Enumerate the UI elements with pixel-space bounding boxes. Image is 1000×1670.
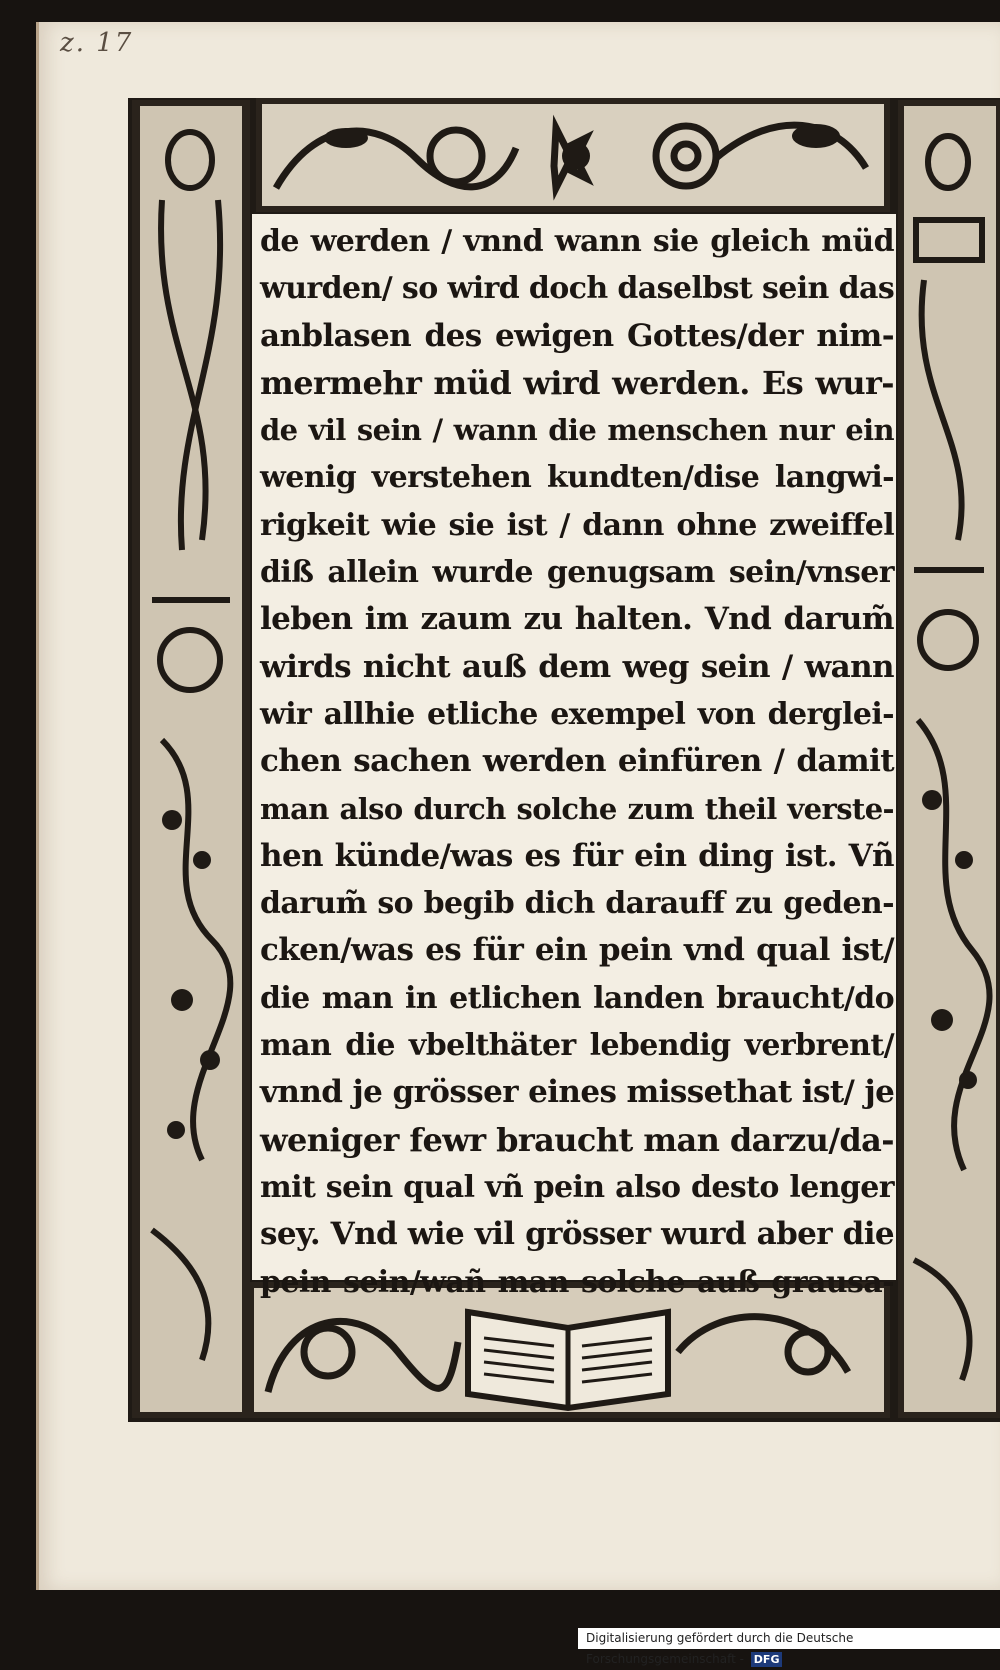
figure-pillar-icon: [898, 100, 1000, 1418]
text-line: weniger fewr braucht man darzu/da-: [260, 1120, 894, 1159]
text-line: wenig verstehen kundten/dise langwi-: [260, 460, 894, 496]
margin-note: z. 17: [60, 28, 134, 58]
figure-pillar-icon: [132, 100, 250, 1418]
text-line: chen sachen werden einfüren / damit: [260, 743, 894, 780]
text-line: wirds nicht auß dem weg sein / wann: [260, 648, 894, 685]
text-line: hen künde/was es für ein ding ist. Vñ: [260, 837, 894, 874]
text-line: sey. Vnd wie vil grösser wurd aber die: [260, 1216, 894, 1253]
text-line: wurden/ so wird doch daselbst sein das: [260, 271, 895, 307]
text-line: vnnd je grösser eines missethat ist/ je: [260, 1074, 895, 1111]
acanthus-ornament-icon: [256, 98, 890, 212]
top-ornament-band: [256, 98, 890, 212]
footer-credit: [578, 1628, 1000, 1666]
text-line: man also durch solche zum theil verste-: [260, 791, 894, 826]
text-line: de werden / vnnd wann sie gleich müd: [260, 224, 894, 259]
dfg-logo: DFG: [751, 1652, 783, 1667]
text-line: mit sein qual vñ pein also desto lenger: [260, 1169, 894, 1205]
text-line: cken/was es für ein pein vnd qual ist/: [260, 932, 894, 969]
text-line: diß allein wurde genugsam sein/vnser: [260, 555, 894, 591]
text-line: anblasen des ewigen Gottes/der nim-: [260, 317, 894, 354]
text-line: man die vbelthäter lebendig verbrent/: [260, 1028, 894, 1064]
text-line: rigkeit wie sie ist / dann ohne zweiffel: [260, 507, 894, 543]
right-ornament-pillar: [898, 100, 1000, 1418]
text-line: pein sein/wañ man solche auß grausa-: [260, 1264, 894, 1300]
text-line: mermehr müd wird werden. Es wur-: [260, 363, 894, 402]
text-line: leben im zaum zu halten. Vnd darum̃: [260, 601, 894, 638]
page-body-text: [260, 218, 894, 1306]
left-ornament-pillar: [132, 100, 250, 1418]
text-line: die man in etlichen landen braucht/do: [260, 980, 894, 1016]
footer-text: Digitalisierung gefördert durch die Deutsche Forschungsgemeinschaft -: [586, 1631, 854, 1666]
text-line: wir allhie etliche exempel von derglei-: [260, 696, 894, 732]
text-line: darum̃ so begib dich darauff zu geden-: [260, 886, 894, 922]
text-line: de vil sein / wann die menschen nur ein: [260, 413, 894, 448]
